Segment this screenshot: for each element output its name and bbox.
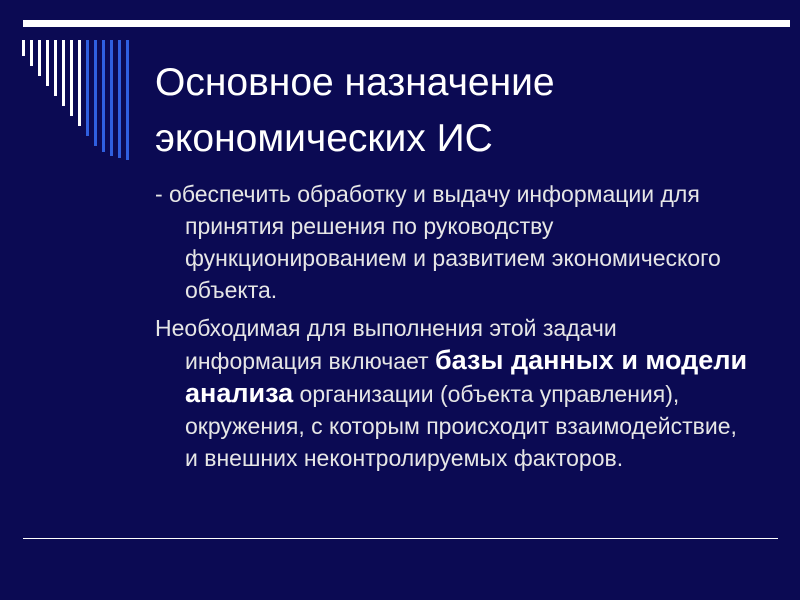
- decorative-stripes: [0, 0, 140, 170]
- emphasis-text: базы данных и модели анализа: [185, 345, 748, 408]
- paragraph-text-end: организации (объекта управления), окружения, с которым происходит взаимодействие, и внешних неконтролируемых факторов.: [185, 381, 737, 471]
- paragraph-information: [155, 312, 755, 474]
- slide-title: Основное назначение экономических ИС: [155, 61, 555, 160]
- slide-body: [155, 178, 755, 474]
- bottom-divider: [23, 538, 778, 539]
- paragraph-text-start: Необходимая для выполнения этой задачи информация включает: [155, 315, 617, 374]
- paragraph-purpose: - обеспечить обработку и выдачу информации для принятия решения по руководству функционированием и развитием экономического объекта.: [155, 181, 721, 303]
